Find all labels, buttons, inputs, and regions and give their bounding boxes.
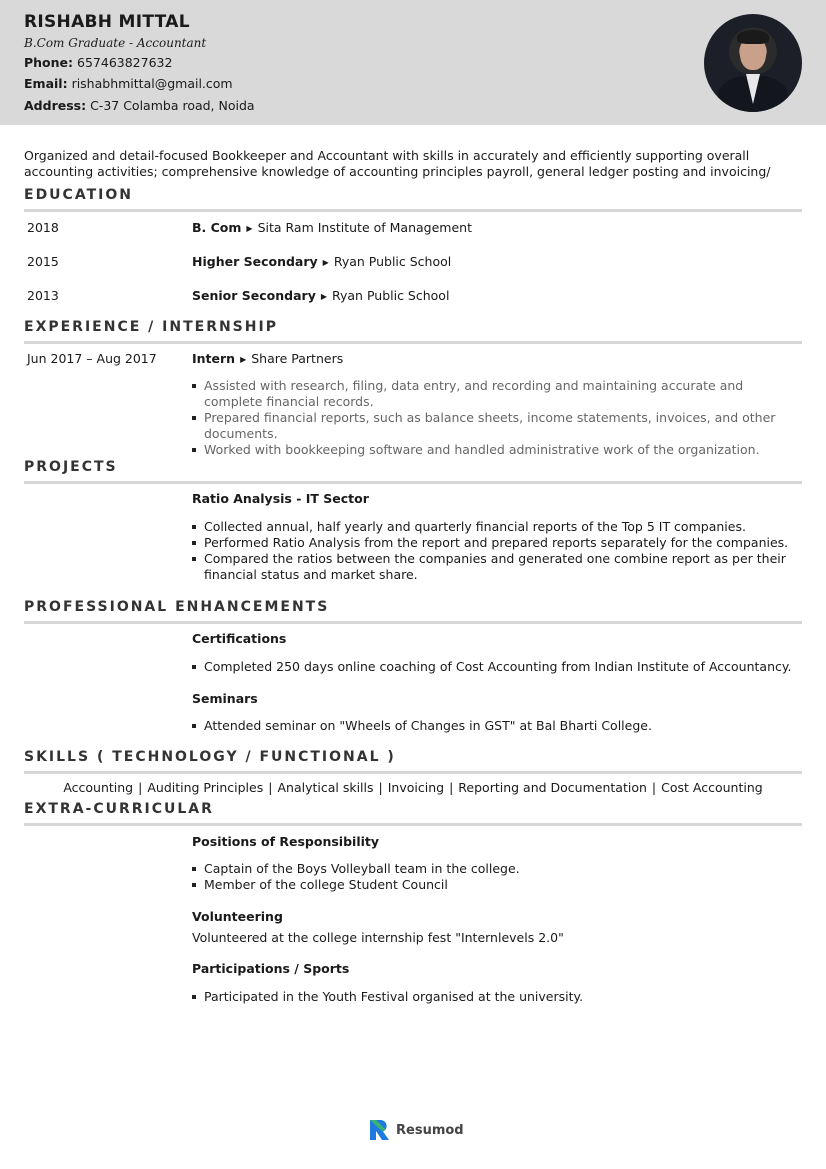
edu-year: 2015 xyxy=(27,254,59,269)
separator: | xyxy=(138,780,143,795)
triangle-icon: ▶ xyxy=(322,258,329,267)
skill: Reporting and Documentation xyxy=(458,780,647,795)
address-value: C-37 Colamba road, Noida xyxy=(90,98,255,113)
section-heading-skills: SKILLS ( TECHNOLOGY / FUNCTIONAL ) xyxy=(24,749,396,765)
separator: | xyxy=(378,780,383,795)
section-heading-experience: EXPERIENCE / INTERNSHIP xyxy=(24,319,278,335)
section-heading-enhancements: PROFESSIONAL ENHANCEMENTS xyxy=(24,599,330,615)
participation-title: Participations / Sports xyxy=(192,961,350,976)
phone-value: 657463827632 xyxy=(77,55,173,70)
list-item: Compared the ratios between the companies and generated one combine report as per their financial status and market share. xyxy=(192,551,802,583)
degree: B. Com xyxy=(192,220,242,235)
divider xyxy=(24,481,802,484)
degree: Higher Secondary xyxy=(192,254,318,269)
email-label: Email: xyxy=(24,76,68,91)
exp-entry xyxy=(192,351,343,366)
school: Ryan Public School xyxy=(333,254,452,269)
volunteering-title: Volunteering xyxy=(192,909,283,924)
skills-list xyxy=(0,780,826,795)
participation-bullets xyxy=(192,989,802,1005)
separator: | xyxy=(651,780,657,795)
skill: Invoicing xyxy=(387,780,445,795)
section-heading-extra: EXTRA-CURRICULAR xyxy=(24,801,214,817)
logo-text: Resumod xyxy=(396,1122,464,1138)
divider xyxy=(24,621,802,624)
cert-title: Certifications xyxy=(192,631,287,646)
candidate-name: RISHABH MITTAL xyxy=(24,12,190,32)
divider xyxy=(24,209,802,212)
email-value: rishabhmittal@gmail.com xyxy=(71,76,233,91)
skill: Cost Accounting xyxy=(661,780,763,795)
list-item: Attended seminar on "Wheels of Changes in GST" at Bal Bharti College. xyxy=(192,718,802,734)
seminar-title: Seminars xyxy=(192,691,258,706)
phone-label: Phone: xyxy=(24,55,74,70)
degree: Senior Secondary xyxy=(192,288,316,303)
positions-title: Positions of Responsibility xyxy=(192,834,380,849)
list-item: Completed 250 days online coaching of Cost Accounting from Indian Institute of Accountancy. xyxy=(192,659,802,675)
positions-bullets xyxy=(192,861,802,893)
edu-year: 2013 xyxy=(27,288,59,303)
triangle-icon: ▶ xyxy=(320,292,327,301)
volunteering-text: Volunteered at the college internship fest "Internlevels 2.0" xyxy=(192,930,564,945)
resumod-logo-icon xyxy=(368,1118,392,1142)
school: Sita Ram Institute of Management xyxy=(257,220,472,235)
edu-entry xyxy=(192,288,449,303)
divider xyxy=(24,771,802,774)
section-heading-education: EDUCATION xyxy=(24,187,133,203)
exp-bullets xyxy=(192,378,802,458)
skill: Accounting xyxy=(63,780,134,795)
separator: | xyxy=(268,780,273,795)
list-item: Captain of the Boys Volleyball team in the college. xyxy=(192,861,802,877)
list-item: Prepared financial reports, such as balance sheets, income statements, invoices, and other documents. xyxy=(192,410,802,442)
resumod-logo xyxy=(368,1118,464,1142)
list-item: Worked with bookkeeping software and handled administrative work of the organization. xyxy=(192,442,802,458)
role: Intern xyxy=(192,351,236,366)
address xyxy=(24,98,255,113)
list-item: Collected annual, half yearly and quarterly financial reports of the Top 5 IT companies. xyxy=(192,519,802,535)
list-item: Performed Ratio Analysis from the report and prepared reports separately for the companies. xyxy=(192,535,802,551)
list-item: Assisted with research, filing, data entry, and recording and maintaining accurate and complete financial records. xyxy=(192,378,802,410)
section-heading-projects: PROJECTS xyxy=(24,459,118,475)
exp-dates: Jun 2017 – Aug 2017 xyxy=(27,351,157,366)
edu-entry xyxy=(192,254,451,269)
list-item: Participated in the Youth Festival organised at the university. xyxy=(192,989,802,1005)
divider xyxy=(24,341,802,344)
profile-photo xyxy=(704,14,802,112)
list-item: Member of the college Student Council xyxy=(192,877,802,893)
divider xyxy=(24,823,802,826)
address-label: Address: xyxy=(24,98,87,113)
edu-year: 2018 xyxy=(27,220,59,235)
triangle-icon: ▶ xyxy=(240,355,247,364)
separator: | xyxy=(449,780,454,795)
school: Ryan Public School xyxy=(332,288,450,303)
company: Share Partners xyxy=(251,351,344,366)
summary: Organized and detail-focused Bookkeeper and Accountant with skills in accurately and efficiently supporting overall accounting activities; comprehensive knowledge of accounting principles payroll, general ledger posting and invoicing/ xyxy=(24,148,771,179)
phone xyxy=(24,55,172,70)
project-bullets xyxy=(192,519,802,583)
email xyxy=(24,76,233,91)
edu-entry xyxy=(192,220,472,235)
candidate-title: B.Com Graduate - Accountant xyxy=(24,36,207,50)
triangle-icon: ▶ xyxy=(246,224,253,233)
skill: Analytical skills xyxy=(277,780,374,795)
skill: Auditing Principles xyxy=(147,780,264,795)
seminar-bullets xyxy=(192,718,802,734)
project-title: Ratio Analysis - IT Sector xyxy=(192,491,369,506)
cert-bullets xyxy=(192,659,802,675)
